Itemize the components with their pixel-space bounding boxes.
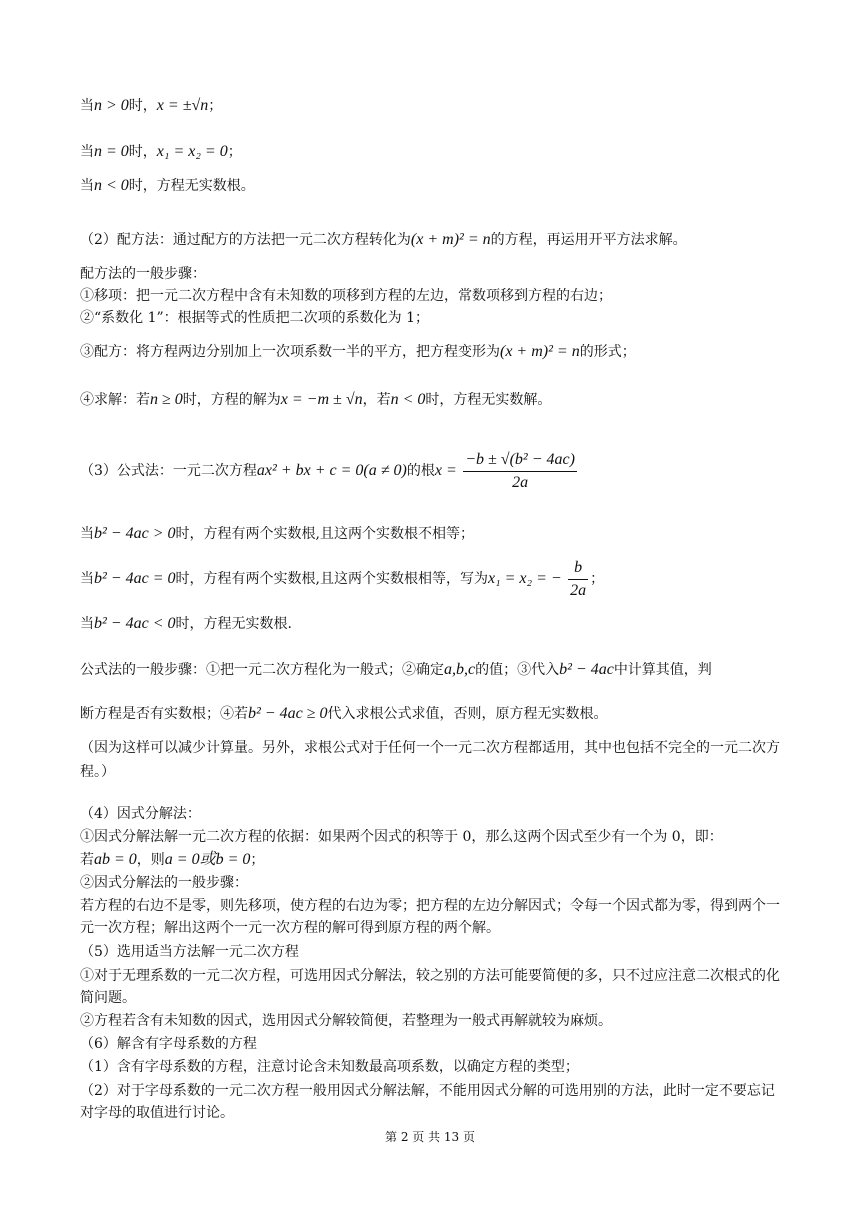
letter-coeff-title: （6）解含有字母系数的方程 bbox=[80, 1036, 257, 1052]
factoring-basis: ①因式分解法解一元二次方程的依据：如果两个因式的积等于 0，那么这两个因式至少有一个为 0，即： bbox=[80, 829, 723, 845]
factoring-steps: 若方程的右边不是零，则先移项，使方程的右边为零；把方程的左边分解因式；令每一个因式都为零，得到两个一元一次方程；解出这两个一元一次方程的解可得到原方程的两个解。 bbox=[80, 898, 780, 936]
math-inline: x = bbox=[434, 462, 457, 479]
factoring-example: 若ab = 0，则a = 0或b = 0； bbox=[80, 851, 265, 868]
math-inline: n < 0 bbox=[94, 177, 129, 194]
math-inline: n < 0 bbox=[390, 391, 426, 408]
formula-steps-line-2: 断方程是否有实数根；④若b² − 4ac ≥ 0代入求根公式求值，否则，原方程无实数根。 bbox=[80, 705, 608, 722]
math-inline: ax² + bx + c = 0(a ≠ 0) bbox=[256, 462, 407, 479]
steps-heading: 配方法的一般步骤： bbox=[80, 266, 206, 282]
step-4: ④求解：若n ≥ 0时，方程的解为x = −m ± √n，若n < 0时，方程无实数解。 bbox=[80, 391, 552, 408]
case-n-positive: 当n > 0时，x = ±√n； bbox=[80, 97, 223, 114]
math-inline: n = 0 bbox=[94, 143, 129, 160]
method-choice-title: （5）选用适当方法解一元二次方程 bbox=[80, 944, 299, 960]
case-n-negative: 当n < 0时，方程无实数根。 bbox=[80, 177, 255, 194]
discriminant-positive: 当b² − 4ac > 0时，方程有两个实数根,且这两个实数根不相等； bbox=[80, 525, 474, 542]
math-inline: ab = 0 bbox=[94, 851, 137, 868]
step-3: ③配方：将方程两边分别加上一次项系数一半的平方，把方程变形为(x + m)² = n的形式； bbox=[80, 343, 636, 360]
factoring-title: （4）因式分解法： bbox=[80, 806, 201, 822]
math-inline: (x + m)² = n bbox=[500, 343, 580, 360]
math-inline: x = −m ± √n bbox=[280, 391, 363, 408]
math-inline: a = 0或b = 0 bbox=[164, 851, 251, 868]
math-inline: x = ±√n bbox=[156, 97, 209, 114]
letter-coeff-p2: （2）对于字母系数的一元二次方程一般用因式分解法解，不能用因式分解的可选用别的方法，此时一定不要忘记对字母的取值进行讨论。 bbox=[80, 1083, 775, 1121]
letter-coeff-p1: （1）含有字母系数的方程，注意讨论含未知数最高项系数，以确定方程的类型； bbox=[80, 1059, 579, 1075]
quadratic-formula-title: （3）公式法：一元二次方程ax² + bx + c = 0(a ≠ 0)的根x = $\frac{\text{−b ± √(b² − 4ac)}}{2a}$ bbox=[80, 448, 579, 494]
discriminant-negative: 当b² − 4ac < 0时，方程无实数根. bbox=[80, 615, 292, 632]
math-inline: b² − 4ac > 0 bbox=[94, 525, 176, 542]
math-inline: x₁ = x₂ = − bbox=[487, 570, 562, 587]
math-inline: b² − 4ac bbox=[559, 661, 614, 678]
math-inline: b² − 4ac < 0 bbox=[94, 615, 176, 632]
math-inline: n ≥ 0 bbox=[150, 391, 183, 408]
math-inline: n > 0 bbox=[94, 97, 129, 114]
case-n-zero: 当n = 0时，x₁ = x₂ = 0； bbox=[80, 143, 242, 160]
double-root-fraction: $\frac{b}{2a}$ bbox=[570, 558, 587, 599]
formula-note: （因为这样可以减少计算量。另外，求根公式对于任何一个一元二次方程都适用，其中也包括不完全的一元二次方程。） bbox=[80, 740, 780, 780]
formula-steps-line-1: 公式法的一般步骤：①把一元二次方程化为一般式；②确定a,b,c的值；③代入b² − 4ac中计算其值，判 bbox=[80, 661, 712, 678]
discriminant-zero: 当b² − 4ac = 0时，方程有两个实数根,且这两个实数根相等，写为x₁ = x₂ = − $\frac{b}{2a}$ ； bbox=[80, 556, 604, 602]
math-inline: b² − 4ac ≥ 0 bbox=[248, 705, 328, 722]
step-1: ①移项：把一元二次方程中含有未知数的项移到方程的左边，常数项移到方程的右边； bbox=[80, 288, 612, 304]
method-choice-p2: ②方程若含有未知数的因式，选用因式分解较简便，若整理为一般式再解就较为麻烦。 bbox=[80, 1013, 612, 1029]
math-inline: a,b,c bbox=[444, 661, 476, 678]
math-inline: b² − 4ac = 0 bbox=[94, 570, 176, 587]
step-2: ②“系数化 1”：根据等式的性质把二次项的系数化为 1； bbox=[80, 310, 430, 326]
root-formula-fraction: $\frac{\text{−b ± √(b² − 4ac)}}{2a}$ bbox=[465, 450, 575, 491]
factoring-steps-heading: ②因式分解法的一般步骤： bbox=[80, 875, 248, 891]
math-inline: (x + m)² = n bbox=[410, 231, 491, 248]
math-inline: x₁ = x₂ = 0 bbox=[156, 143, 228, 160]
method-completing-square-title: （2）配方法：通过配方的方法把一元二次方程转化为(x + m)² = n的方程，再运用开平方法求解。 bbox=[80, 231, 687, 248]
method-choice-p1: ①对于无理系数的一元二次方程，可选用因式分解法，较之别的方法可能要简便的多，只不过应注意二次根式的化简问题。 bbox=[80, 968, 780, 1006]
page-footer: 第 2 页 共 13 页 bbox=[385, 1130, 475, 1144]
